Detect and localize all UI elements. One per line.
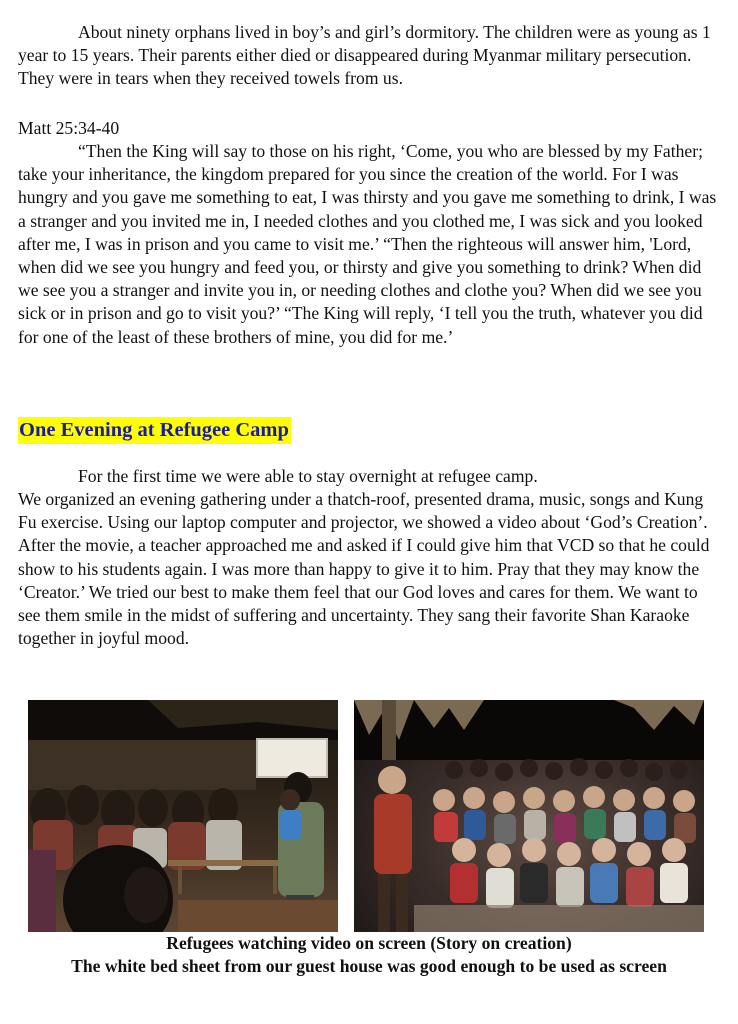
- photo-refugee-crowd: [354, 700, 704, 932]
- photo-caption-line2: The white bed sheet from our guest house was good enough to be used as screen: [71, 956, 667, 976]
- photo-right-illustration: [354, 700, 704, 932]
- verse-reference: Matt 25:34-40: [18, 118, 120, 138]
- photo-refugees-watching-screen: [28, 700, 338, 932]
- section-paragraph: We organized an evening gathering under a thatch-roof, presented drama, music, songs and Kung Fu exercise. Using our laptop computer and projector, we showed a video about ‘God’s Creation’. After the movie, a teacher approached me and asked if I could give him that VCD so that he could show to his students again. I was more than happy to give it to him. Pray that they may know the ‘Creator.’ We tried our best to make them feel that our God loves and cares for them. We want to see them smile in the midst of suffering and uncertainty. They sang their favorite Shan Karaoke together in joyful mood.: [18, 489, 710, 649]
- orphanage-paragraph: About ninety orphans lived in boy’s and girl’s dormitory. The children were as young as 1 year to 15 years. Their parents either died or disappeared during Myanmar military persecution. They were in tears when they received towels from us.: [18, 22, 711, 89]
- photo-left-illustration: [28, 700, 338, 932]
- section-paragraph-first-line: For the first time we were able to stay overnight at refugee camp.: [78, 466, 538, 486]
- photo-caption-line1: Refugees watching video on screen (Story on creation): [166, 933, 572, 953]
- verse-text: “Then the King will say to those on his right, ‘Come, you who are blessed by my Father; take your inheritance, the kingdom prepared for you since the creation of the world. For I was hungry and you gave me something to eat, I was thirsty and you gave me something to drink, I was a stranger and you invited me in, I needed clothes and you clothed me, I was sick and you looked after me, I was in prison and you came to visit me.’ “Then the righteous will answer him, 'Lord, when did we see you hungry and feed you, or thirsty and give you something to drink? When did we see you a stranger and invite you in, or needing clothes and clothe you? When did we see you sick or in prison and go to visit you?’ “The King will reply, ‘I tell you the truth, whatever you did for one of the least of these brothers of mine, you did for me.’: [18, 141, 717, 347]
- section-heading: One Evening at Refugee Camp: [18, 417, 291, 444]
